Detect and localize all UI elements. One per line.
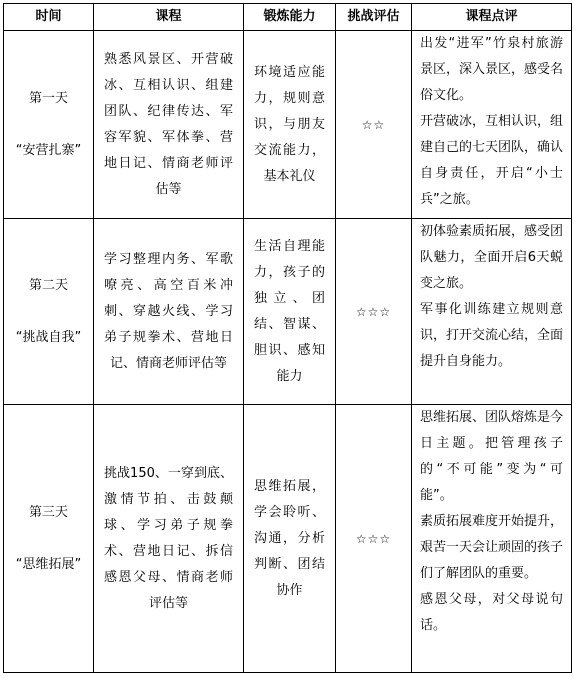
comment-paragraph: 初体验素质拓展，感受团队魅力，全面开启6天蜕变之旅。 — [420, 224, 564, 291]
day-theme: “思维拓展” — [15, 556, 82, 572]
header-comment: 课程点评 — [412, 4, 572, 31]
course-cell: 熟悉风景区、开营破冰、互相认识、组建团队、纪律传达、军容军貌、军体拳、营地日记、情商老师评估等 — [94, 31, 244, 219]
header-challenge: 挑战评估 — [336, 4, 412, 31]
comment-cell — [412, 31, 572, 219]
challenge-stars: ☆☆☆ — [336, 405, 412, 673]
header-ability: 锻炼能力 — [244, 4, 336, 31]
comment-cell — [412, 219, 572, 405]
course-cell: 挑战150、一穿到底、激情节拍、击鼓颠球、学习弟子规拳术、营地日记、拆信感恩父母、情商老师评估等 — [94, 405, 244, 673]
ability-cell: 思维拓展，学会聆听、沟通，分析判断、团结协作 — [244, 405, 336, 673]
course-schedule-table — [3, 3, 572, 673]
header-row — [4, 4, 572, 31]
comment-paragraph: 素质拓展难度开始提升，艰苦一天会让顽固的孩子们了解团队的重要。 — [420, 514, 564, 581]
course-cell: 学习整理内务、军歌嘹亮、高空百米冲刺、穿越火线、学习弟子规拳术、营地日记、情商老师评估等 — [94, 219, 244, 405]
day-theme: “挑战自我” — [15, 329, 82, 345]
table-row — [4, 405, 572, 673]
comment-cell — [412, 405, 572, 673]
comment-paragraph: 出发“进军”竹泉村旅游景区，深入景区，感受名俗文化。 — [420, 36, 564, 103]
ability-cell: 环境适应能力，规则意识，与朋友交流能力，基本礼仪 — [244, 31, 336, 219]
table-row — [4, 31, 572, 219]
day-cell — [4, 31, 94, 219]
header-course: 课程 — [94, 4, 244, 31]
day-label: 第一天 — [28, 90, 68, 106]
day-cell — [4, 405, 94, 673]
header-time: 时间 — [4, 4, 94, 31]
comment-paragraph: 思维拓展、团队熔炼是今日主题。把管理孩子的“不可能”变为“可能”。 — [420, 410, 564, 503]
challenge-stars: ☆☆ — [336, 31, 412, 219]
day-label: 第三天 — [28, 504, 68, 520]
day-label: 第二天 — [28, 277, 68, 293]
day-cell — [4, 219, 94, 405]
comment-paragraph: 军事化训练建立规则意识，打开交流心结，全面提升自身能力。 — [420, 302, 564, 369]
day-theme: “安营扎寨” — [15, 142, 82, 158]
ability-cell: 生活自理能力，孩子的独立、团结、智谋、胆识、感知能力 — [244, 219, 336, 405]
table-row — [4, 219, 572, 405]
challenge-stars: ☆☆☆ — [336, 219, 412, 405]
comment-paragraph: 感恩父母，对父母说句话。 — [420, 592, 563, 633]
comment-paragraph: 开营破冰，互相认识，组建自己的七天团队，确认自身责任，开启“小士兵”之旅。 — [420, 114, 564, 207]
